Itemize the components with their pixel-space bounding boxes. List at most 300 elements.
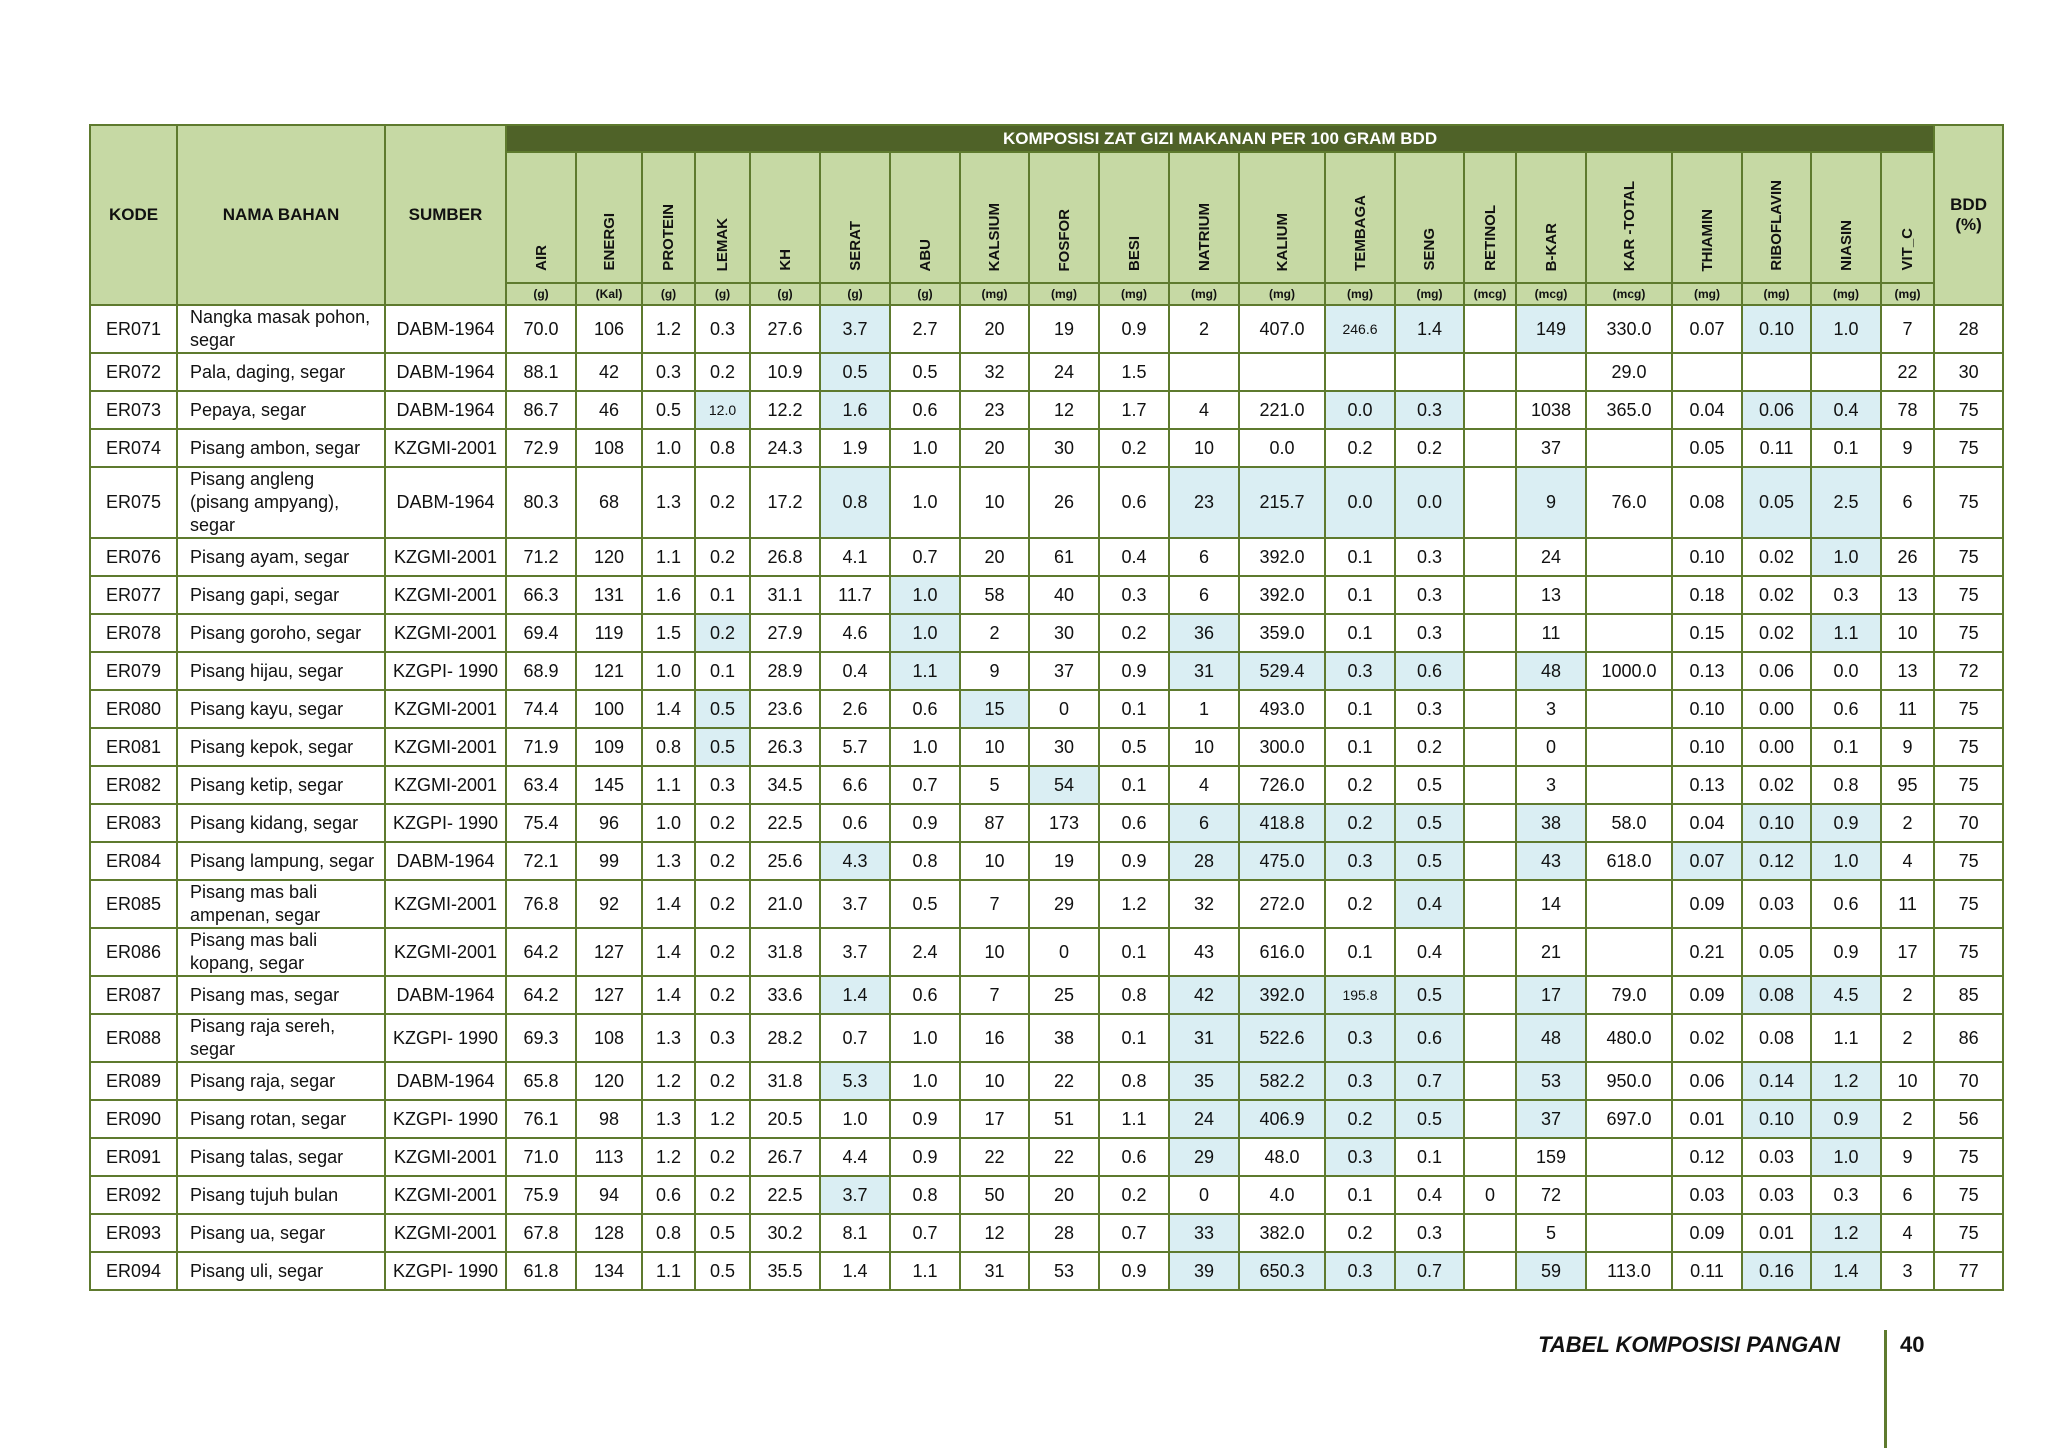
cell-value <box>1395 353 1464 391</box>
cell-value: 0.13 <box>1672 652 1742 690</box>
cell-value: 30 <box>1029 429 1099 467</box>
column-header <box>1742 152 1811 283</box>
cell-nama-bahan: Pisang ketip, segar <box>177 766 385 804</box>
cell-value: 0.11 <box>1742 429 1811 467</box>
cell-kode: ER090 <box>90 1100 177 1138</box>
cell-value: 0.5 <box>1099 728 1169 766</box>
cell-value: 2 <box>1881 804 1934 842</box>
cell-value: 0.5 <box>642 391 695 429</box>
cell-value: 25.6 <box>750 842 820 880</box>
cell-value: 24 <box>1029 353 1099 391</box>
cell-value: 21.0 <box>750 880 820 928</box>
cell-value: 9 <box>960 652 1029 690</box>
cell-value: 74.4 <box>506 690 576 728</box>
cell-kode: ER087 <box>90 976 177 1014</box>
cell-value: 0.7 <box>890 1214 960 1252</box>
cell-value: 0.7 <box>1099 1214 1169 1252</box>
cell-value: 0.02 <box>1742 614 1811 652</box>
cell-value: 5 <box>1516 1214 1586 1252</box>
cell-value: 39 <box>1169 1252 1239 1290</box>
cell-value: 0.11 <box>1672 1252 1742 1290</box>
cell-value: 0.02 <box>1742 538 1811 576</box>
column-label: AIR <box>532 245 550 271</box>
cell-value: 0.01 <box>1742 1214 1811 1252</box>
cell-value: 0.2 <box>695 880 750 928</box>
cell-value: 19 <box>1029 842 1099 880</box>
column-header <box>750 152 820 283</box>
cell-value: 12 <box>960 1214 1029 1252</box>
cell-value: 27.6 <box>750 305 820 353</box>
cell-value: 0.4 <box>1395 880 1464 928</box>
cell-value: 1.1 <box>890 652 960 690</box>
column-header <box>1169 152 1239 283</box>
cell-kode: ER076 <box>90 538 177 576</box>
cell-bdd: 30 <box>1934 353 2003 391</box>
cell-value: 37 <box>1516 429 1586 467</box>
cell-value: 1.2 <box>642 1138 695 1176</box>
cell-value: 76.1 <box>506 1100 576 1138</box>
cell-value: 616.0 <box>1239 928 1325 976</box>
cell-value: 42 <box>1169 976 1239 1014</box>
cell-value <box>1464 305 1516 353</box>
cell-value: 1.2 <box>1811 1062 1881 1100</box>
cell-value: 1.4 <box>820 976 890 1014</box>
cell-value: 4.1 <box>820 538 890 576</box>
cell-value: 0.3 <box>1811 576 1881 614</box>
column-header <box>1586 152 1672 283</box>
cell-value: 6 <box>1169 538 1239 576</box>
column-header <box>820 152 890 283</box>
table-row <box>90 1062 2003 1100</box>
cell-value: 0.2 <box>695 353 750 391</box>
cell-value: 48 <box>1516 652 1586 690</box>
cell-value <box>1811 353 1881 391</box>
cell-value: 119 <box>576 614 642 652</box>
cell-value: 1000.0 <box>1586 652 1672 690</box>
cell-value: 0.10 <box>1672 538 1742 576</box>
cell-value: 1.1 <box>1099 1100 1169 1138</box>
cell-value: 0.5 <box>695 1214 750 1252</box>
cell-value: 0.10 <box>1672 690 1742 728</box>
cell-value: 48.0 <box>1239 1138 1325 1176</box>
column-unit: (mg) <box>1325 283 1395 305</box>
cell-value: 0.2 <box>695 1062 750 1100</box>
cell-value: 70.0 <box>506 305 576 353</box>
cell-value <box>1464 842 1516 880</box>
table-row <box>90 467 2003 538</box>
cell-value: 1.0 <box>1811 538 1881 576</box>
cell-value: 1.2 <box>1811 1214 1881 1252</box>
cell-sumber: DABM-1964 <box>385 391 506 429</box>
cell-value: 0.13 <box>1672 766 1742 804</box>
cell-value: 522.6 <box>1239 1014 1325 1062</box>
cell-value: 0.8 <box>1099 976 1169 1014</box>
cell-value: 0.15 <box>1672 614 1742 652</box>
cell-value: 300.0 <box>1239 728 1325 766</box>
cell-value: 10 <box>960 842 1029 880</box>
column-unit: (g) <box>695 283 750 305</box>
cell-value: 2 <box>1881 1014 1934 1062</box>
cell-sumber: DABM-1964 <box>385 842 506 880</box>
cell-value: 31 <box>1169 652 1239 690</box>
cell-value: 9 <box>1881 429 1934 467</box>
cell-value: 0.9 <box>1099 842 1169 880</box>
header-nama-bahan: NAMA BAHAN <box>177 125 385 305</box>
cell-value: 0.3 <box>1325 1252 1395 1290</box>
cell-value: 58 <box>960 576 1029 614</box>
cell-value: 0.2 <box>1099 429 1169 467</box>
cell-value: 392.0 <box>1239 976 1325 1014</box>
cell-value: 1.1 <box>890 1252 960 1290</box>
cell-value: 69.3 <box>506 1014 576 1062</box>
cell-value: 0.2 <box>1325 1100 1395 1138</box>
cell-value: 1.0 <box>642 429 695 467</box>
cell-bdd: 75 <box>1934 1214 2003 1252</box>
cell-value <box>1169 353 1239 391</box>
cell-value: 7 <box>960 976 1029 1014</box>
cell-value: 0.3 <box>695 1014 750 1062</box>
cell-value: 92 <box>576 880 642 928</box>
cell-bdd: 75 <box>1934 766 2003 804</box>
cell-value: 28 <box>1029 1214 1099 1252</box>
header-bdd: BDD (%) <box>1934 125 2003 305</box>
cell-value: 38 <box>1029 1014 1099 1062</box>
cell-value: 28.9 <box>750 652 820 690</box>
cell-value: 0.5 <box>695 728 750 766</box>
cell-value: 0.5 <box>695 1252 750 1290</box>
cell-value: 1.4 <box>642 928 695 976</box>
cell-value: 10 <box>960 467 1029 538</box>
cell-sumber: KZGMI-2001 <box>385 928 506 976</box>
cell-value: 94 <box>576 1176 642 1214</box>
cell-value: 0.4 <box>1395 928 1464 976</box>
cell-value: 2 <box>1881 1100 1934 1138</box>
cell-value: 69.4 <box>506 614 576 652</box>
cell-value: 27.9 <box>750 614 820 652</box>
cell-sumber: KZGPI- 1990 <box>385 652 506 690</box>
cell-sumber: DABM-1964 <box>385 976 506 1014</box>
cell-nama-bahan: Pisang mas bali ampenan, segar <box>177 880 385 928</box>
cell-value <box>1464 976 1516 1014</box>
cell-nama-bahan: Pisang tujuh bulan <box>177 1176 385 1214</box>
column-unit: (g) <box>890 283 960 305</box>
cell-value: 0.8 <box>695 429 750 467</box>
cell-value: 72.9 <box>506 429 576 467</box>
cell-value: 3.7 <box>820 1176 890 1214</box>
cell-value: 6 <box>1169 576 1239 614</box>
cell-value: 1.0 <box>890 576 960 614</box>
cell-value: 0.8 <box>890 1176 960 1214</box>
cell-value: 120 <box>576 538 642 576</box>
cell-value: 33.6 <box>750 976 820 1014</box>
cell-value <box>1464 728 1516 766</box>
cell-value: 1.1 <box>642 766 695 804</box>
cell-value: 0.9 <box>1099 652 1169 690</box>
column-label: KH <box>776 249 794 271</box>
column-unit: (g) <box>820 283 890 305</box>
cell-value <box>1464 614 1516 652</box>
cell-value: 3.7 <box>820 928 890 976</box>
footer-rule <box>1884 1330 1887 1448</box>
cell-value: 4.0 <box>1239 1176 1325 1214</box>
cell-bdd: 75 <box>1934 614 2003 652</box>
column-label: SERAT <box>846 221 864 271</box>
cell-bdd: 86 <box>1934 1014 2003 1062</box>
cell-kode: ER084 <box>90 842 177 880</box>
cell-value: 1.0 <box>890 1014 960 1062</box>
cell-value: 22 <box>1881 353 1934 391</box>
cell-sumber: KZGMI-2001 <box>385 1138 506 1176</box>
cell-value: 63.4 <box>506 766 576 804</box>
cell-value: 0.6 <box>1395 1014 1464 1062</box>
cell-value: 0.1 <box>1325 614 1395 652</box>
cell-value: 0.9 <box>890 804 960 842</box>
cell-value <box>1586 538 1672 576</box>
cell-value: 0.9 <box>1811 928 1881 976</box>
cell-value: 173 <box>1029 804 1099 842</box>
cell-value: 22 <box>1029 1062 1099 1100</box>
column-header <box>1672 152 1742 283</box>
cell-value: 87 <box>960 804 1029 842</box>
cell-value: 0.03 <box>1672 1176 1742 1214</box>
cell-value: 697.0 <box>1586 1100 1672 1138</box>
column-unit: (mg) <box>1395 283 1464 305</box>
cell-value: 0.09 <box>1672 880 1742 928</box>
cell-value: 2 <box>1169 305 1239 353</box>
table-row <box>90 652 2003 690</box>
cell-value: 365.0 <box>1586 391 1672 429</box>
cell-kode: ER078 <box>90 614 177 652</box>
cell-value: 1.0 <box>890 429 960 467</box>
cell-value: 17 <box>960 1100 1029 1138</box>
cell-value: 20 <box>960 538 1029 576</box>
footer-title: TABEL KOMPOSISI PANGAN <box>1538 1332 1840 1357</box>
cell-value: 24 <box>1169 1100 1239 1138</box>
cell-value <box>1464 538 1516 576</box>
cell-value: 0.08 <box>1742 1014 1811 1062</box>
cell-value: 17 <box>1516 976 1586 1014</box>
cell-value <box>1464 1252 1516 1290</box>
cell-value: 6 <box>1881 467 1934 538</box>
cell-value: 0.8 <box>1099 1062 1169 1100</box>
cell-value: 6 <box>1881 1176 1934 1214</box>
cell-kode: ER079 <box>90 652 177 690</box>
cell-value: 0.2 <box>695 1138 750 1176</box>
cell-value: 0.1 <box>1325 928 1395 976</box>
cell-value <box>1586 576 1672 614</box>
cell-value: 0.5 <box>1395 804 1464 842</box>
cell-value: 0.2 <box>1099 614 1169 652</box>
cell-value: 0.6 <box>642 1176 695 1214</box>
cell-value <box>1464 467 1516 538</box>
table-row <box>90 429 2003 467</box>
cell-value: 2.5 <box>1811 467 1881 538</box>
cell-value: 26.7 <box>750 1138 820 1176</box>
cell-value: 0.3 <box>1395 690 1464 728</box>
cell-value: 88.1 <box>506 353 576 391</box>
cell-value: 36 <box>1169 614 1239 652</box>
cell-value: 71.2 <box>506 538 576 576</box>
cell-value: 5.3 <box>820 1062 890 1100</box>
cell-value: 0.1 <box>1811 429 1881 467</box>
cell-bdd: 75 <box>1934 690 2003 728</box>
cell-value: 1.0 <box>1811 842 1881 880</box>
cell-value: 6.6 <box>820 766 890 804</box>
cell-value: 3.7 <box>820 880 890 928</box>
cell-value: 0.9 <box>1099 1252 1169 1290</box>
cell-bdd: 75 <box>1934 928 2003 976</box>
cell-nama-bahan: Pisang kayu, segar <box>177 690 385 728</box>
table-row <box>90 880 2003 928</box>
header-sumber: SUMBER <box>385 125 506 305</box>
column-header <box>1395 152 1464 283</box>
cell-value: 0.08 <box>1742 976 1811 1014</box>
cell-value: 8.1 <box>820 1214 890 1252</box>
cell-bdd: 77 <box>1934 1252 2003 1290</box>
cell-value: 0.00 <box>1742 690 1811 728</box>
cell-value: 0.2 <box>1325 880 1395 928</box>
cell-value: 51 <box>1029 1100 1099 1138</box>
cell-value <box>1464 766 1516 804</box>
cell-bdd: 72 <box>1934 652 2003 690</box>
column-unit: (mg) <box>1811 283 1881 305</box>
cell-value: 145 <box>576 766 642 804</box>
column-unit: (g) <box>750 283 820 305</box>
cell-value <box>1586 1214 1672 1252</box>
cell-value: 0.8 <box>642 728 695 766</box>
cell-value: 10 <box>1169 429 1239 467</box>
cell-value: 0.06 <box>1742 391 1811 429</box>
cell-value: 0.05 <box>1742 928 1811 976</box>
cell-value: 11 <box>1516 614 1586 652</box>
cell-value: 0.3 <box>1395 1214 1464 1252</box>
cell-kode: ER089 <box>90 1062 177 1100</box>
cell-value: 26.8 <box>750 538 820 576</box>
cell-value: 11.7 <box>820 576 890 614</box>
table-row <box>90 928 2003 976</box>
column-unit: (mcg) <box>1516 283 1586 305</box>
cell-value: 149 <box>1516 305 1586 353</box>
cell-value: 4.3 <box>820 842 890 880</box>
cell-value: 22.5 <box>750 1176 820 1214</box>
cell-value: 359.0 <box>1239 614 1325 652</box>
cell-kode: ER092 <box>90 1176 177 1214</box>
cell-value: 43 <box>1169 928 1239 976</box>
column-unit: (mg) <box>1169 283 1239 305</box>
cell-value: 0.0 <box>1239 429 1325 467</box>
cell-value: 0.5 <box>1395 1100 1464 1138</box>
cell-value: 13 <box>1881 576 1934 614</box>
cell-value <box>1672 353 1742 391</box>
cell-sumber: KZGMI-2001 <box>385 1214 506 1252</box>
column-unit: (mg) <box>960 283 1029 305</box>
cell-value: 28 <box>1169 842 1239 880</box>
cell-value: 0.04 <box>1672 804 1742 842</box>
cell-sumber: KZGMI-2001 <box>385 429 506 467</box>
cell-value: 0.2 <box>695 976 750 1014</box>
cell-bdd: 70 <box>1934 1062 2003 1100</box>
cell-kode: ER093 <box>90 1214 177 1252</box>
cell-value: 0.5 <box>1395 766 1464 804</box>
table-row <box>90 1252 2003 1290</box>
cell-value: 1.0 <box>642 804 695 842</box>
cell-nama-bahan: Pisang raja, segar <box>177 1062 385 1100</box>
cell-sumber: KZGPI- 1990 <box>385 1100 506 1138</box>
table-row <box>90 766 2003 804</box>
cell-value <box>1586 728 1672 766</box>
cell-value <box>1464 804 1516 842</box>
cell-value: 2.7 <box>890 305 960 353</box>
cell-value: 95 <box>1881 766 1934 804</box>
cell-value: 0.8 <box>820 467 890 538</box>
composition-table <box>89 124 2004 1291</box>
cell-value: 407.0 <box>1239 305 1325 353</box>
cell-value: 30 <box>1029 614 1099 652</box>
cell-value: 0.0 <box>1395 467 1464 538</box>
cell-bdd: 85 <box>1934 976 2003 1014</box>
cell-value: 1.0 <box>890 728 960 766</box>
cell-value: 0.3 <box>1395 538 1464 576</box>
cell-value: 128 <box>576 1214 642 1252</box>
cell-value: 22.5 <box>750 804 820 842</box>
table-row <box>90 728 2003 766</box>
cell-value: 75.9 <box>506 1176 576 1214</box>
cell-value: 1.2 <box>1099 880 1169 928</box>
column-header <box>1239 152 1325 283</box>
cell-value <box>1464 391 1516 429</box>
cell-value: 0.2 <box>695 614 750 652</box>
cell-value: 1.4 <box>642 880 695 928</box>
cell-value: 0.0 <box>1325 467 1395 538</box>
cell-value: 1.0 <box>1811 305 1881 353</box>
cell-value: 68 <box>576 467 642 538</box>
cell-sumber: KZGMI-2001 <box>385 614 506 652</box>
cell-value: 406.9 <box>1239 1100 1325 1138</box>
cell-value: 11 <box>1881 880 1934 928</box>
column-unit: (g) <box>506 283 576 305</box>
table-row <box>90 1100 2003 1138</box>
cell-value: 1.2 <box>642 305 695 353</box>
cell-bdd: 75 <box>1934 880 2003 928</box>
cell-value: 76.0 <box>1586 467 1672 538</box>
cell-value: 1.1 <box>1811 614 1881 652</box>
cell-kode: ER094 <box>90 1252 177 1290</box>
cell-sumber: DABM-1964 <box>385 1062 506 1100</box>
table-row <box>90 353 2003 391</box>
cell-value: 53 <box>1516 1062 1586 1100</box>
cell-value: 0 <box>1516 728 1586 766</box>
cell-value: 5.7 <box>820 728 890 766</box>
cell-value: 3.7 <box>820 305 890 353</box>
cell-kode: ER088 <box>90 1014 177 1062</box>
table-row <box>90 614 2003 652</box>
cell-value: 0.6 <box>890 391 960 429</box>
cell-value: 0.2 <box>1325 804 1395 842</box>
cell-value <box>1516 353 1586 391</box>
cell-value: 0.1 <box>1099 1014 1169 1062</box>
cell-value: 1.1 <box>642 538 695 576</box>
cell-value: 127 <box>576 928 642 976</box>
cell-value: 0.10 <box>1742 305 1811 353</box>
cell-value: 64.2 <box>506 928 576 976</box>
cell-value: 1.3 <box>642 1014 695 1062</box>
cell-value: 35.5 <box>750 1252 820 1290</box>
table-row <box>90 305 2003 353</box>
cell-value: 493.0 <box>1239 690 1325 728</box>
cell-sumber: KZGPI- 1990 <box>385 804 506 842</box>
cell-nama-bahan: Pisang lampung, segar <box>177 842 385 880</box>
cell-value: 28.2 <box>750 1014 820 1062</box>
